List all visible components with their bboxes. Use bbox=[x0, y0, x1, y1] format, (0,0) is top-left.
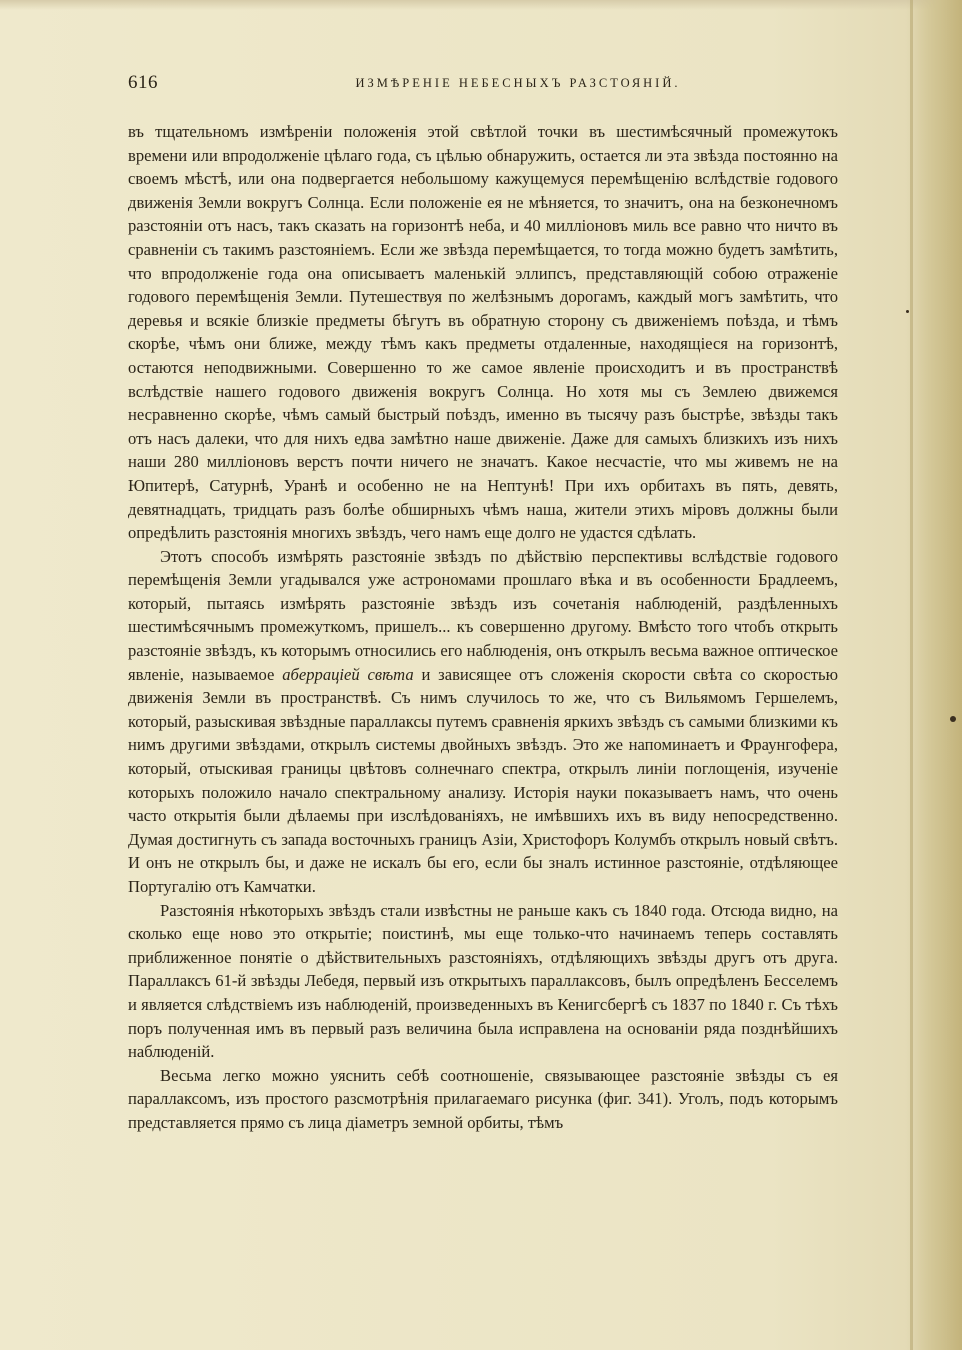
paragraph-2 bbox=[128, 545, 838, 899]
running-title: ИЗМѢРЕНІЕ НЕБЕСНЫХЪ РАЗСТОЯНІЙ. bbox=[355, 76, 681, 90]
paragraph-2-part-2: и зависящее отъ сложенія скорости свѣта со скоростью движенія Земли въ пространствѣ. Съ нимъ случилось то же, что съ Вильямомъ Гершелемъ, который, разыскивая звѣздные параллаксы путемъ сравненія яркихъ звѣздъ съ самыми близкими къ нимъ другими звѣздами, открылъ системы двойныхъ звѣздъ. Это же напоминаетъ и Фраунгофера, который, отыскивая границы цвѣтовъ солнечнаго спектра, открылъ линіи поглощенія, изученіе которыхъ положило начало спектральному анализу. Исторія науки показываетъ намъ, что очень часто открытія были дѣлаемы при изслѣдованіяхъ, не имѣвшихъ ихъ въ виду непосредственно. Думая достигнуть съ запада восточныхъ границъ Азіи, Христофоръ Колумбъ открылъ новый свѣтъ. И онъ не открылъ бы, и даже не искалъ бы его, если бы зналъ истинное разстояніе, отдѣляющее Португалію отъ Камчатки. bbox=[128, 664, 838, 896]
page-number: 616 bbox=[128, 72, 158, 93]
body-text bbox=[128, 120, 838, 1135]
margin-dot bbox=[950, 716, 956, 722]
page-top-shadow bbox=[0, 0, 962, 10]
paragraph-4: Весьма легко можно уяснить себѣ соотношеніе, связывающее разстояніе звѣзды съ ея параллаксомъ, изъ простого разсмотрѣнія прилагаемаго рисунка (фиг. 341). Уголъ, подъ которымъ представляется прямо съ лица діаметръ земной орбиты, тѣмъ bbox=[128, 1065, 838, 1132]
page-right-shadow bbox=[906, 0, 962, 1350]
margin-speck bbox=[906, 310, 909, 313]
paragraph-1: въ тщательномъ измѣреніи положенія этой свѣтлой точки въ шестимѣсячный промежутокъ времени или впродолженіе цѣлаго года, съ цѣлью обнаружить, остается ли эта звѣзда постоянно на своемъ мѣстѣ, или она подвергается небольшому кажущемуся перемѣщенію вслѣдствіе годового движенія Земли вокругъ Солнца. Если положеніе ея не мѣняется, то значитъ, она на безконечномъ разстояніи отъ насъ, такъ сказать на горизонтѣ неба, и 40 милліоновъ миль все равно что ничто въ сравненіи съ такимъ разстояніемъ. Если же звѣзда перемѣщается, то тогда можно будетъ замѣтить, что впродолженіе года она описываетъ маленькій эллипсъ, представляющій собою отраженіе годового перемѣщенія Земли. Путешествуя по желѣзнымъ дорогамъ, каждый могъ замѣтить, что деревья и всякіе близкіе предметы бѣгутъ въ обратную сторону съ движеніемъ поѣзда, и тѣмъ скорѣе, чѣмъ они ближе, между тѣмъ какъ предметы отдаленные, находящіеся на горизонтѣ, остаются неподвижными. Совершенно то же самое явленіе происходитъ и въ пространствѣ вслѣдствіе нашего годового движенія вокругъ Солнца. Но хотя мы съ Землею движемся несравненно скорѣе, чѣмъ самый быстрый поѣздъ, именно въ тысячу разъ быстрѣе, звѣзды такъ отъ насъ далеки, что для нихъ едва замѣтно наше движеніе. Даже для самыхъ близкихъ изъ нихъ наши 280 милліоновъ верстъ почти ничего не значатъ. Какое несчастіе, что мы живемъ не на Юпитерѣ, Сатурнѣ, Уранѣ и особенно не на Нептунѣ! При ихъ орбитахъ въ пять, девять, девятнадцать, тридцать разъ болѣе обширныхъ чѣмъ наша, жители этихъ міровъ должны были опредѣлить разстоянія многихъ звѣздъ, чего намъ еще долго не удастся сдѣлать. bbox=[128, 122, 838, 543]
aberration-term: аберраціей свѣта bbox=[282, 664, 414, 684]
paragraph-3: Разстоянія нѣкоторыхъ звѣздъ стали извѣстны не раньше какъ съ 1840 года. Отсюда видно, на сколько еще ново это открытіе; поистинѣ, мы еще только-что начинаемъ теперь составлять приближенное понятіе о дѣйствительныхъ разстояніяхъ, отдѣляющихъ звѣзды другъ отъ друга. Параллаксъ 61-й звѣзды Лебедя, первый изъ открытыхъ параллаксовъ, былъ опредѣленъ Бесселемъ и является слѣдствіемъ изъ наблюденій, произведенныхъ въ Кенигсбергѣ съ 1837 по 1840 г. Съ тѣхъ поръ полученная имъ въ первый разъ величина была исправлена на основаніи ряда позднѣйшихъ наблюденій. bbox=[128, 900, 838, 1062]
paragraph-2-part-1: Этотъ способъ измѣрять разстояніе звѣздъ по дѣйствію перспективы вслѣдствіе годового перемѣщенія Земли угадывался уже астрономами прошлаго вѣка и въ особенности Брадлеемъ, который, пытаясь измѣрять разстояніе звѣздъ изъ сочетанія наблюденій, раздѣленныхъ шестимѣсячнымъ промежуткомъ, пришелъ... къ совершенно другому. Вмѣсто того чтобъ открыть разстояніе звѣздъ, къ которымъ относились его наблюденія, онъ открылъ весьма важное оптическое явленіе, называемое bbox=[128, 546, 838, 684]
page-header bbox=[128, 72, 838, 96]
book-spine bbox=[910, 0, 913, 1350]
